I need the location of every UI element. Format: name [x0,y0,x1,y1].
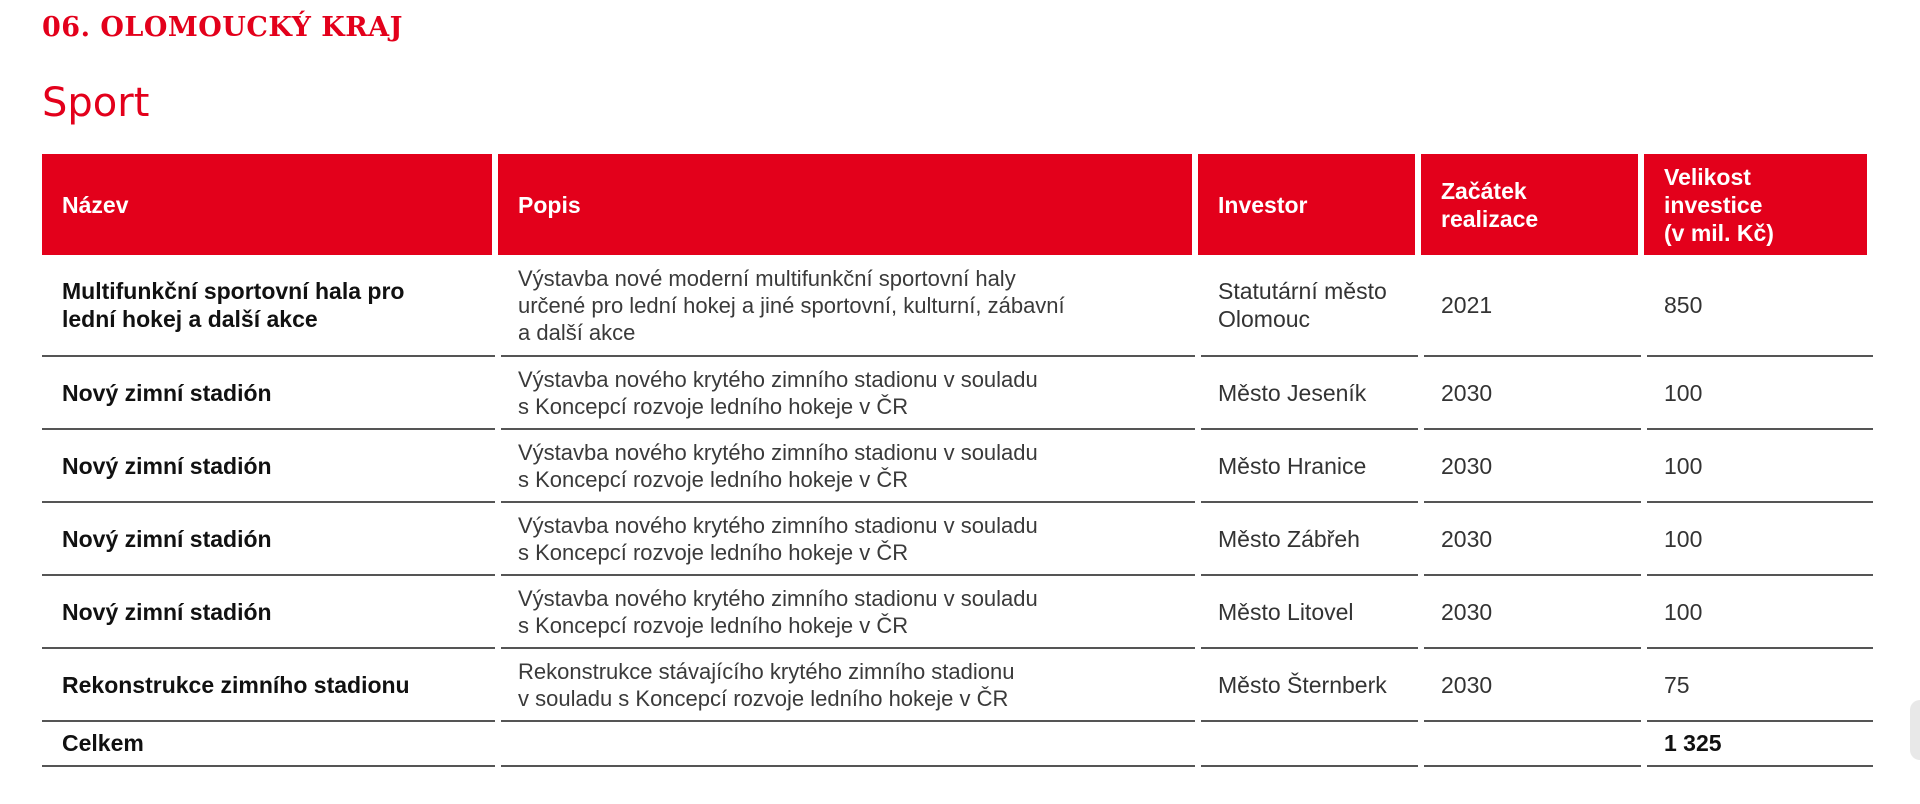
cell-start [1421,649,1644,720]
header-start [1421,154,1638,255]
cell-investor [1198,255,1421,355]
column-gap [1195,430,1201,503]
header-size-label-1: Velikost [1664,163,1751,190]
column-gap [1641,430,1647,503]
column-gap [495,576,501,649]
cell-investor [1198,430,1421,501]
cell-description [498,576,1198,647]
cell-description [498,430,1198,501]
column-gap [495,357,501,430]
cell-investor-line: Město Hranice [1218,452,1367,479]
cell-name-line: Multifunkční sportovní hala pro [62,278,405,304]
cell-size [1644,357,1873,428]
header-name-label: Název [62,191,129,218]
table-header-row [42,154,1873,255]
cell-start-value: 2030 [1441,525,1493,552]
column-gap [1641,722,1647,767]
cell-investor-line: Město Šternberk [1218,671,1387,698]
cell-start-value: 2030 [1441,452,1493,479]
cell-start-value: 2030 [1441,379,1493,406]
cell-investor [1198,357,1421,428]
cell-size [1644,576,1873,647]
column-gap [1195,576,1201,649]
cell-description [498,255,1198,355]
header-description-label: Popis [518,191,581,218]
subsection-title: Sport [42,80,150,126]
column-gap [1418,357,1424,430]
cell-name [42,649,498,720]
table-row [42,255,1873,357]
column-gap [1641,357,1647,430]
column-gap [1641,649,1647,722]
column-gap [1641,576,1647,649]
cell-name [42,357,498,428]
column-gap [495,649,501,722]
cell-name-line: Nový zimní stadión [62,452,272,479]
cell-investor-line: Město Zábřeh [1218,525,1360,552]
total-empty-cell [498,722,1198,765]
cell-size-value: 75 [1664,671,1690,698]
cell-start [1421,430,1644,501]
column-gap [1418,649,1424,722]
cell-description-line: určené pro lední hokej a jiné sportovní, kulturní, zábavní [518,292,1065,318]
header-size-label-2: investice [1664,191,1763,218]
table-row [42,649,1873,722]
cell-size-value: 850 [1664,292,1703,318]
cell-size-value: 100 [1664,598,1703,625]
cell-investor [1198,576,1421,647]
cell-size [1644,430,1873,501]
cell-start [1421,255,1644,355]
column-gap [1418,576,1424,649]
investment-table [42,154,1873,767]
header-investor-label: Investor [1218,191,1308,218]
header-size-label-3: (v mil. Kč) [1664,219,1774,246]
cell-size [1644,503,1873,574]
column-gap [495,430,501,503]
column-gap [1195,503,1201,576]
total-value-cell [1644,722,1873,765]
cell-size-value: 100 [1664,379,1703,406]
cell-description-line: v souladu s Koncepcí rozvoje ledního hokeje v ČR [518,685,1009,711]
cell-name-line: Rekonstrukce zimního stadionu [62,671,410,698]
cell-size [1644,255,1873,355]
cell-description [498,357,1198,428]
cell-start [1421,576,1644,647]
cell-description-line: s Koncepcí rozvoje ledního hokeje v ČR [518,612,909,638]
cell-start-value: 2030 [1441,598,1493,625]
cell-description-line: s Koncepcí rozvoje ledního hokeje v ČR [518,393,909,419]
column-gap [1641,503,1647,576]
section-title: 06. OLOMOUCKÝ KRAJ [42,12,403,43]
table-row [42,576,1873,649]
header-size [1644,154,1867,255]
cell-start [1421,503,1644,574]
column-gap [1195,649,1201,722]
cell-investor [1198,649,1421,720]
column-gap [1418,430,1424,503]
cell-name-line: Nový zimní stadión [62,379,272,406]
table-row [42,430,1873,503]
cell-investor-line: Město Litovel [1218,598,1354,625]
header-investor [1198,154,1415,255]
cell-size [1644,649,1873,720]
cell-name-line: lední hokej a další akce [62,306,318,332]
column-gap [1195,255,1201,357]
cell-description-line: Výstavba nového krytého zimního stadionu v souladu [518,366,1038,392]
cell-description-line: Výstavba nového krytého zimního stadionu v souladu [518,585,1038,611]
cell-name-line: Nový zimní stadión [62,525,272,552]
cell-description-line: Rekonstrukce stávajícího krytého zimního stadionu [518,658,1015,684]
total-empty-cell [1421,722,1644,765]
cell-description-line: Výstavba nového krytého zimního stadionu v souladu [518,439,1038,465]
cell-description-line: s Koncepcí rozvoje ledního hokeje v ČR [518,466,909,492]
cell-name-line: Nový zimní stadión [62,598,272,625]
header-start-label-1: Začátek [1441,177,1527,204]
column-gap [1195,722,1201,767]
column-gap [495,722,501,767]
cell-name [42,255,498,355]
cell-start [1421,357,1644,428]
cell-size-value: 100 [1664,525,1703,552]
header-start-label-2: realizace [1441,205,1539,232]
table-row [42,357,1873,430]
column-gap [495,255,501,357]
scroll-edge-indicator[interactable] [1910,700,1920,760]
header-description [498,154,1192,255]
cell-size-value: 100 [1664,452,1703,479]
header-name [42,154,492,255]
cell-description [498,503,1198,574]
column-gap [495,503,501,576]
cell-name [42,430,498,501]
cell-investor [1198,503,1421,574]
total-label: Celkem [62,730,144,756]
cell-start-value: 2030 [1441,671,1493,698]
cell-description [498,649,1198,720]
cell-start-value: 2021 [1441,292,1493,318]
column-gap [1195,357,1201,430]
cell-description-line: a další akce [518,319,636,345]
cell-investor-line: Olomouc [1218,306,1311,332]
column-gap [1418,503,1424,576]
cell-investor-line: Statutární město [1218,278,1387,304]
cell-name [42,503,498,574]
cell-name [42,576,498,647]
table-row [42,503,1873,576]
table-total-row [42,722,1873,767]
total-label-cell [42,722,498,765]
total-empty-cell [1198,722,1421,765]
cell-description-line: Výstavba nové moderní multifunkční sportovní haly [518,265,1016,291]
cell-description-line: s Koncepcí rozvoje ledního hokeje v ČR [518,539,909,565]
total-value: 1 325 [1664,730,1722,756]
cell-description-line: Výstavba nového krytého zimního stadionu v souladu [518,512,1038,538]
column-gap [1641,255,1647,357]
column-gap [1418,722,1424,767]
column-gap [1418,255,1424,357]
cell-investor-line: Město Jeseník [1218,379,1367,406]
